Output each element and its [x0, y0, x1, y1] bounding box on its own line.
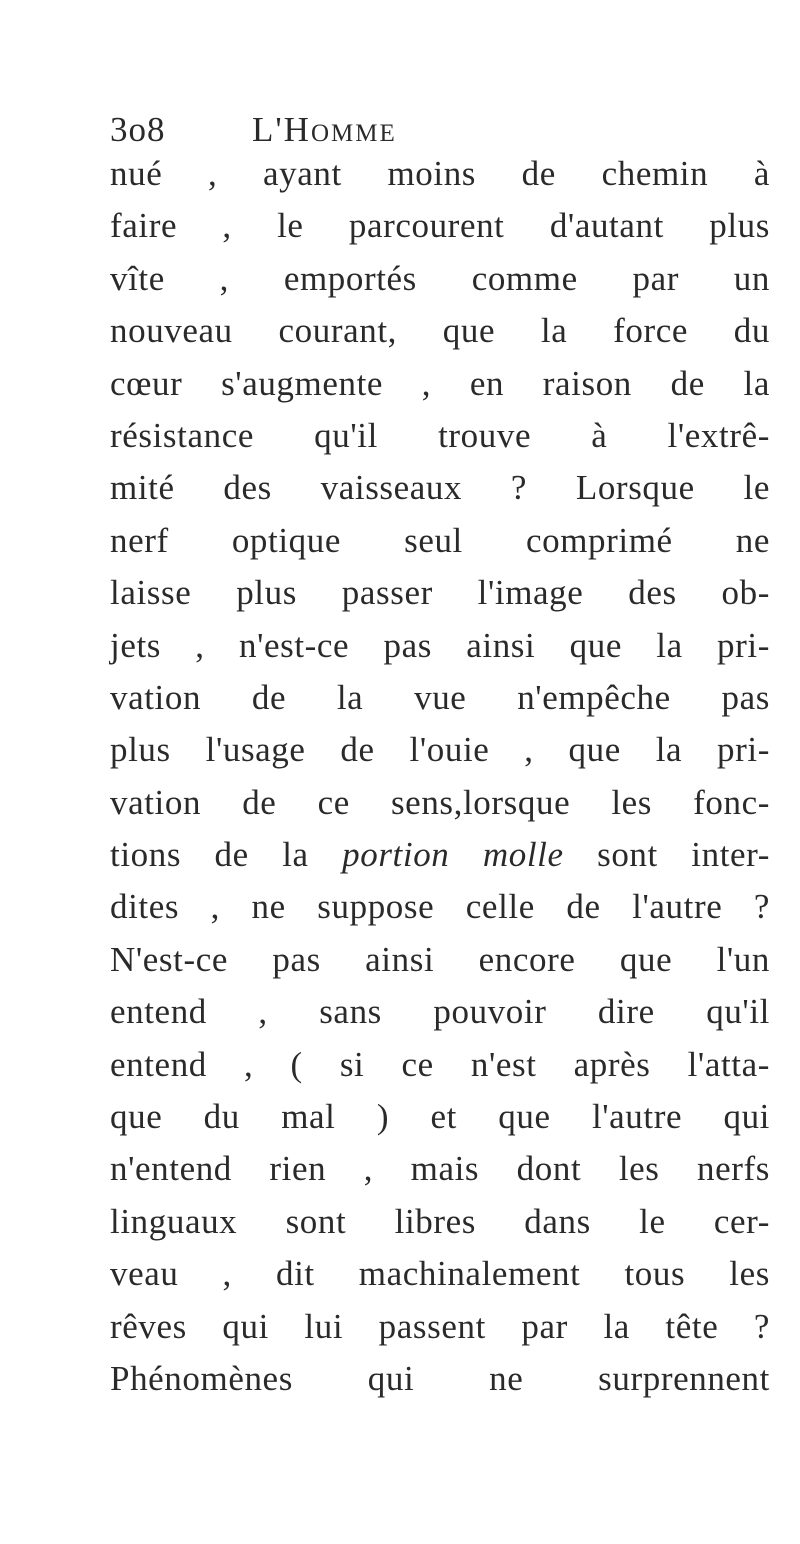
running-title: L'Homme — [252, 110, 397, 149]
text-line: vation de ce sens,lorsque les fonc- — [110, 782, 770, 822]
text-line-with-italic — [110, 829, 770, 881]
text-line: nué , ayant moins de chemin à — [110, 154, 770, 193]
text-segment: sont inter- — [563, 835, 770, 875]
text-line: plus l'usage de l'ouie , que la pri- — [110, 730, 770, 770]
text-line: linguaux sont libres dans le cer- — [110, 1201, 770, 1241]
page-number: 3o8 — [110, 110, 166, 149]
body-text — [110, 148, 770, 1405]
text-line: N'est-ce pas ainsi encore que l'un — [110, 939, 770, 979]
italic-phrase: portion molle — [342, 835, 564, 875]
text-line: n'entend rien , mais dont les nerfs — [110, 1149, 770, 1189]
text-line: vîte , emportés comme par un — [110, 258, 770, 298]
text-line: veau , dit machinalement tous les — [110, 1254, 770, 1294]
text-line: laisse plus passer l'image des ob- — [110, 573, 770, 613]
text-line: entend , ( si ce n'est après l'atta- — [110, 1044, 770, 1084]
text-line: nouveau courant, que la force du — [110, 311, 770, 351]
text-line: rêves qui lui passent par la tête ? — [110, 1306, 770, 1346]
text-line: vation de la vue n'empêche pas — [110, 677, 770, 717]
text-line: Phénomènes qui ne surprennent — [110, 1358, 770, 1398]
text-line: entend , sans pouvoir dire qu'il — [110, 992, 770, 1032]
text-line: que du mal ) et que l'autre qui — [110, 1097, 770, 1137]
text-line: résistance qu'il trouve à l'extrê- — [110, 415, 770, 455]
text-line: faire , le parcourent d'autant plus — [110, 206, 770, 246]
text-segment: tions de la — [110, 835, 343, 875]
text-line: jets , n'est-ce pas ainsi que la pri- — [110, 625, 770, 665]
running-head — [110, 108, 750, 152]
text-line: dites , ne suppose celle de l'autre ? — [110, 887, 770, 927]
text-line: cœur s'augmente , en raison de la — [110, 363, 770, 403]
text-line: nerf optique seul comprimé ne — [110, 520, 770, 560]
text-line: mité des vaisseaux ? Lorsque le — [110, 468, 770, 508]
